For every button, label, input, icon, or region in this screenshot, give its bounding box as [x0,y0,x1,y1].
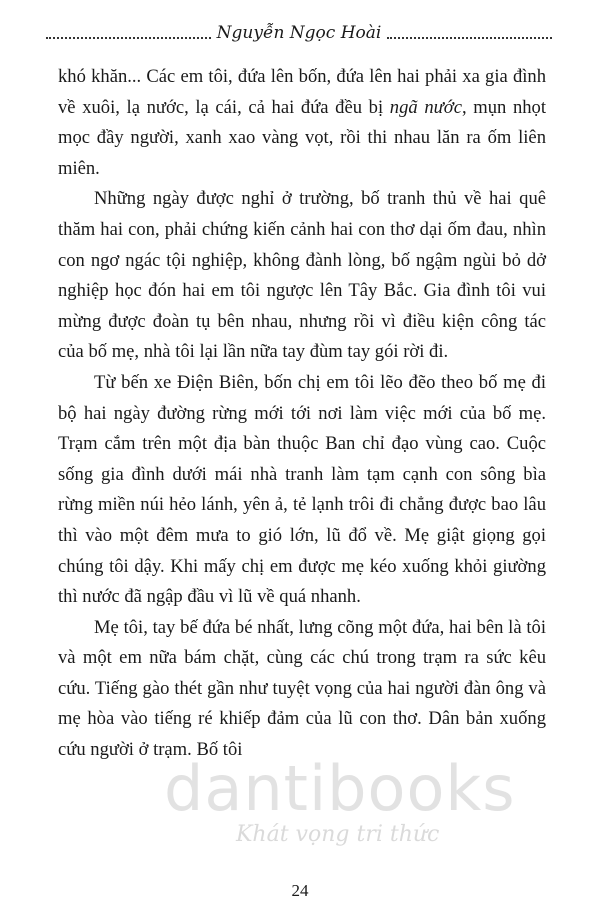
paragraph-4: Mẹ tôi, tay bế đứa bé nhất, lưng cõng một đứa, hai bên là tôi và một em nữa bám chặt, cùng các chú trong trạm ra sức kêu cứu. Tiếng gào thét gần như tuyệt vọng của hai người đàn ông và mẹ hòa vào tiếng ré khiếp đảm của lũ con thơ. Dân bản xuống cứu người ở trạm. Bố tôi [58,616,546,761]
emphasis-nga-nuoc: ngã nước [389,96,462,118]
header-leader-left [46,37,211,39]
paragraph-3: Từ bến xe Điện Biên, bốn chị em tôi lẽo đẽo theo bố mẹ đi bộ hai ngày đường rừng mới tới nơi làm việc mới của bố mẹ. Trạm cắm trên một địa bàn thuộc Ban chỉ đạo vùng cao. Cuộc sống gia đình dưới mái nhà tranh làm tạm cạnh con sông bìa rừng miền núi hẻo lánh, yên ả, tẻ lạnh trôi đi chẳng được bao lâu thì vào một đêm mưa to gió lớn, lũ đổ về. Mẹ giật giọng gọi chúng tôi dậy. Khi mấy chị em được mẹ kéo xuống khỏi giường thì nước đã ngập đầu vì lũ về quá nhanh. [58,371,546,608]
header-author: Nguyễn Ngọc Hoài [216,23,382,43]
paragraph-1: khó khăn... Các em tôi, đứa lên bốn, đứa lên hai phải xa gia đình về xuôi, lạ nước, lạ cái, cả hai đứa đều bị ngã nước, mụn nhọt mọc đầy người, xanh xao vàng vọt, rồi thi nhau lăn ra ốm liên miên. [58,66,547,179]
watermark-slogan: Khát vọng tri thức [236,822,440,847]
paragraph-2: Những ngày được nghỉ ở trường, bố tranh thủ về hai quê thăm hai con, phải chứng kiến cảnh hai con thơ dại ốm đau, nhìn con ngơ ngác tội nghiệp, không đành lòng, bố ngậm ngùi bỏ dở nghiệp học đón hai em tôi ngược lên Tây Bắc. Gia đình tôi vui mừng được đoàn tụ bên nhau, nhưng rồi vì điều kiện công tác của bố mẹ, nhà tôi lại lần nữa tay đùm tay gói rời đi. [58,188,546,363]
watermark [140,752,560,872]
header-leader-right [387,37,552,39]
watermark-brand: dantibooks [164,752,516,825]
page-body [58,62,546,766]
running-header [46,22,552,44]
page-number: 24 [291,881,309,900]
